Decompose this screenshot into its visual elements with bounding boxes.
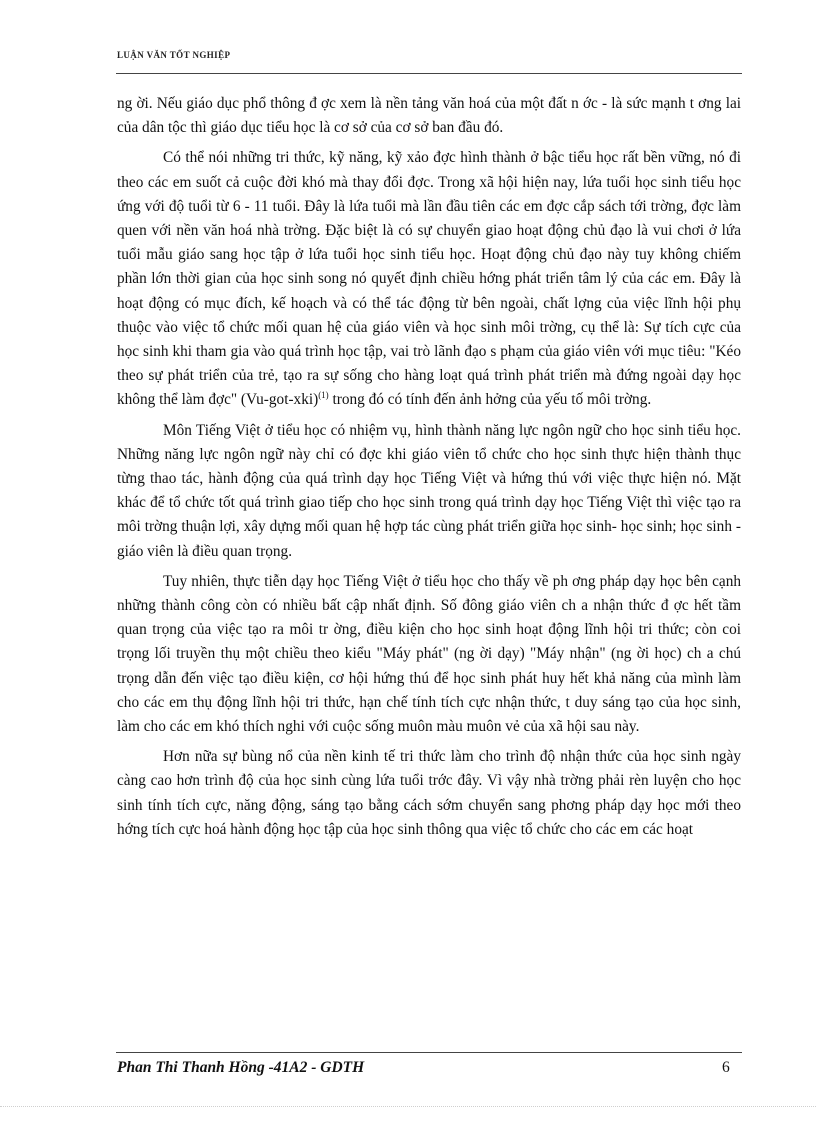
citation-marker: (1) bbox=[318, 390, 329, 401]
paragraph-3: Môn Tiếng Việt ở tiểu học có nhiệm vụ, hình thành năng lực ngôn ngữ cho học sinh tiểu học. Những năng lực ngôn ngữ này chỉ có đợc khi giáo viên tổ chức cho học sinh thực hiện thành thục từng thao tác, hành động của quá trình dạy học Tiếng Việt và hứng thú với việc thực hiện nó. Mặt khác để tổ chức tốt quá trình giao tiếp cho học sinh trong quá trình dạy học Tiếng Việt thì việc tạo ra môi trờng thuận lợi, xây dựng mối quan hệ hợp tác cùng phát triển giữa học sinh- học sinh; học sinh - giáo viên là điều quan trọng. bbox=[117, 421, 741, 560]
paragraph-2-text: Có thể nói những tri thức, kỹ năng, kỹ xảo đợc hình thành ở bậc tiểu học rất bền vững, nó đi theo các em suốt cả cuộc đời khó mà thay đổi đợc. Trong xã hội hiện nay, lứa tuổi học sinh tiểu học ứng với độ tuổi từ 6 - 11 tuổi. Đây là lứa tuổi mà lần đầu tiên các em đợc cắp sách tới trờng, đợc làm quen với nền văn hoá nhà trờng. Đặc biệt là có sự chuyển giao hoạt động chủ đạo là vui chơi ở lứa tuổi mẫu giáo sang học tập ở lứa tuổi học sinh tiểu học. Hoạt động chủ đạo này tuy không chiếm phần lớn thời gian của học sinh song nó quyết định chiều hớng phát triển tâm lý của các em. Đây là hoạt động có mục đích, kế hoạch và có thể tác động từ bên ngoài, chất lợng của việc lĩnh hội phụ thuộc vào việc tổ chức mối quan hệ của giáo viên và học sinh môi trờng, cụ thể là: Sự tích cực của học sinh khi tham gia vào quá trình học tập, vai trò lãnh đạo s phạm của giáo viên với mục tiêu: "Kéo theo sự phát triển của trẻ, tạo ra sự sống cho hàng loạt quá trình phát triển mà đứng ngoài dạy học không thể làm đợc" (Vu-got-xki) bbox=[117, 149, 741, 409]
footer-author: Phan Thi Thanh Hồng -41A2 - GDTH bbox=[117, 1059, 365, 1076]
paragraph-2 bbox=[117, 146, 741, 412]
running-header: LUẬN VĂN TỐT NGHIỆP bbox=[117, 50, 231, 60]
paragraph-4: Tuy nhiên, thực tiễn dạy học Tiếng Việt ở tiểu học cho thấy về ph ơng pháp dạy học bên cạnh những thành công còn có nhiều bất cập nhất định. Số đông giáo viên ch a nhận thức đ ợc hết tầm quan trọng của việc tạo ra môi tr ờng, điều kiện cho học sinh hoạt động lĩnh hội tri thức; còn coi trọng lối truyền thụ một chiều theo kiểu "Máy phát" (ng ời dạy) "Máy nhận" (ng ời học) ch a chú trọng dẫn đến việc tạo điều kiện, cơ hội hứng thú để học sinh phát huy hết khả năng của mình làm cho các em thụ động lĩnh hội tri thức, hạn chế tính tích cực nhận thức, t duy sáng tạo của học sinh, làm cho các em khó thích nghi với cuộc sống muôn màu muôn vẻ của xã hội sau này. bbox=[117, 572, 741, 736]
footer-rule bbox=[116, 1052, 742, 1053]
header-rule bbox=[116, 73, 742, 74]
page-bottom-dotted-line bbox=[0, 1106, 816, 1107]
body-text bbox=[117, 92, 741, 848]
page-number: 6 bbox=[722, 1059, 730, 1076]
paragraph-5: Hơn nữa sự bùng nổ của nền kinh tế tri thức làm cho trình độ nhận thức của học sinh ngày càng cao hơn trình độ của học sinh cùng lứa tuổi trớc đây. Vì vậy nhà trờng phải rèn luyện cho học sinh tính tích cực, năng động, sáng tạo bằng cách sớm chuyển sang phơng pháp dạy học mới theo hớng tích cực hoá hành động học tập của học sinh thông qua việc tổ chức cho các em các hoạt bbox=[117, 748, 741, 838]
paragraph-2-tail: trong đó có tính đến ảnh hởng của yếu tố môi trờng. bbox=[328, 391, 652, 409]
paragraph-1: ng ời. Nếu giáo dục phổ thông đ ợc xem là nền tảng văn hoá của một đất n ớc - là sức mạnh t ơng lai của dân tộc thì giáo dục tiểu học là cơ sở của cơ sở ban đầu đó. bbox=[117, 95, 741, 137]
